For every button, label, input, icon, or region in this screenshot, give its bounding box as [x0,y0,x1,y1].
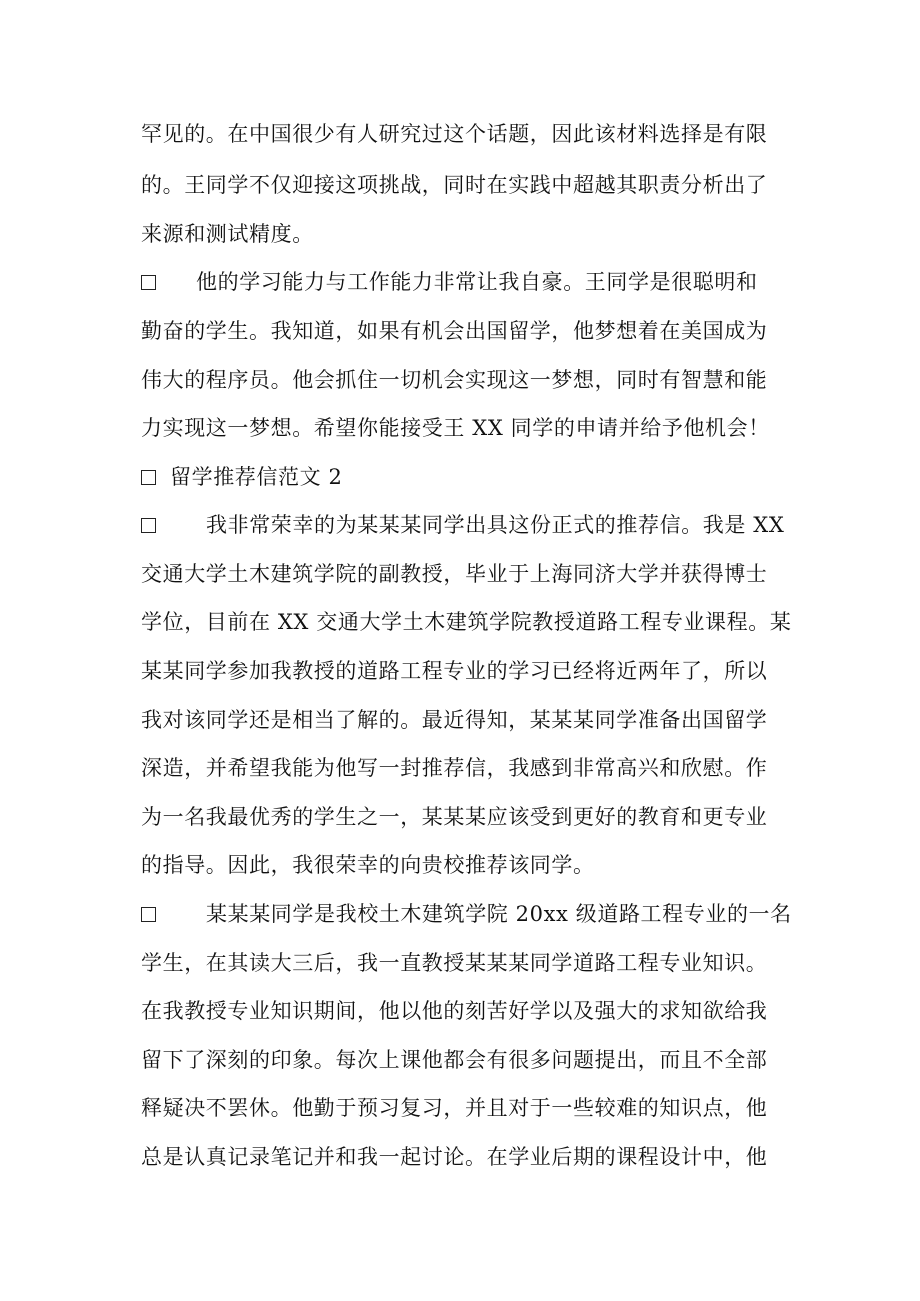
text-line [141,1045,767,1075]
line-text: 在我教授专业知识期间，他以他的刻苦好学以及强大的求知欲给我 [141,999,768,1023]
line-text: 总是认真记录笔记并和我一起讨论。在学业后期的课程设计中，他 [141,1145,768,1169]
text-line [141,996,767,1026]
text-line [141,559,767,589]
text-line [141,948,767,978]
text-line [141,850,595,880]
text-line [141,753,767,783]
line-text: 交通大学土木建筑学院的副教授，毕业于上海同济大学并获得博士 [141,562,768,586]
text-line [141,170,767,200]
text-line [141,802,767,832]
line-text: 学生，在其读大三后，我一直教授某某某同学道路工程专业知识。 [141,951,768,975]
text-line [141,607,791,637]
line-text: 留下了深刻的印象。每次上课他都会有很多问题提出，而且不全部 [141,1048,768,1072]
paragraph-start-line [141,510,784,540]
section-heading-line [141,462,342,492]
line-text: 的指导。因此，我很荣幸的向贵校推荐该同学。 [141,853,595,877]
line-text: 力实现这一梦想。希望你能接受王 XX 同学的申请并给予他机会！ [141,416,770,440]
text-line [141,656,767,686]
line-text: 我对该同学还是相当了解的。最近得知，某某某同学准备出国留学 [141,708,768,732]
text-line [141,119,767,149]
paragraph-start-line [141,899,792,929]
line-text: 来源和测试精度。 [141,222,314,246]
text-line [141,1142,767,1172]
line-text: 某某同学参加我教授的道路工程专业的学习已经将近两年了，所以 [141,659,768,683]
line-text: 学位，目前在 XX 交通大学土木建筑学院教授道路工程专业课程。某 [141,610,792,634]
line-text: 伟大的程序员。他会抓住一切机会实现这一梦想，同时有智慧和能 [141,368,768,392]
line-text: 深造，并希望我能为他写一封推荐信，我感到非常高兴和欣慰。作 [141,756,768,780]
text-line [141,365,767,395]
text-line [141,1093,767,1123]
paragraph-start-line [141,267,758,297]
checkbox-square-icon [141,470,156,485]
text-line [141,219,314,249]
text-line [141,316,767,346]
checkbox-square-icon [141,518,156,533]
checkbox-square-icon [141,907,156,922]
line-text: 为一名我最优秀的学生之一，某某某应该受到更好的教育和更专业 [141,805,768,829]
line-text: 某某某同学是我校土木建筑学院 20xx 级道路工程专业的一名 [206,902,792,926]
line-text: 他的学习能力与工作能力非常让我自豪。王同学是很聪明和 [196,270,758,294]
text-line [141,413,770,443]
line-text: 释疑决不罢休。他勤于预习复习，并且对于一些较难的知识点，他 [141,1096,768,1120]
text-line [141,705,767,735]
checkbox-square-icon [141,275,156,290]
line-text: 勤奋的学生。我知道，如果有机会出国留学，他梦想着在美国成为 [141,319,768,343]
line-text: 我非常荣幸的为某某某同学出具这份正式的推荐信。我是 XX [206,513,785,537]
section-heading: 留学推荐信范文 2 [170,465,343,489]
line-text: 罕见的。在中国很少有人研究过这个话题，因此该材料选择是有限 [141,122,768,146]
line-text: 的。王同学不仅迎接这项挑战，同时在实践中超越其职责分析出了 [141,173,768,197]
